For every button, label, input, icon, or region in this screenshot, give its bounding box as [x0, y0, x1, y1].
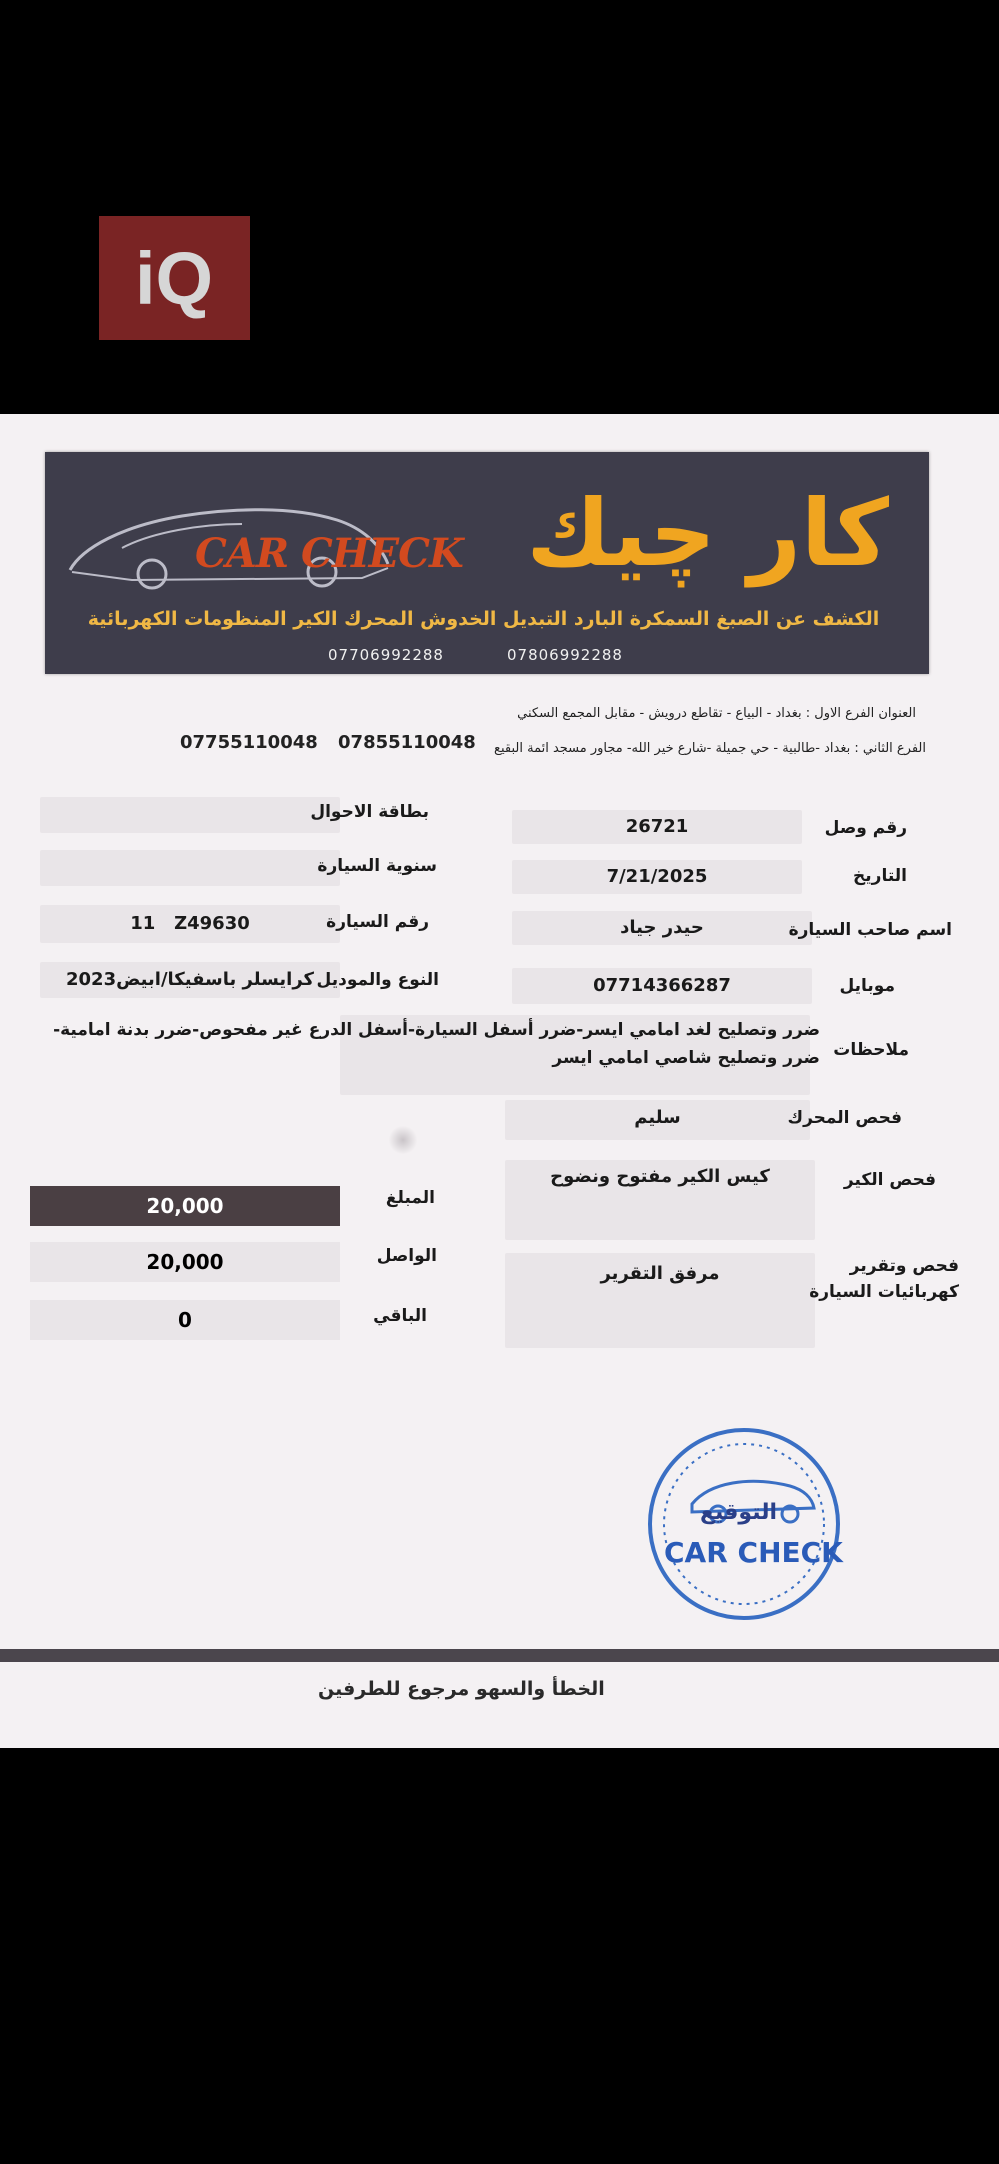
branch-2-address: الفرع الثاني : بغداد -طالبية - حي جميلة -شارع خير الله- مجاور مسجد ائمة البقيع: [494, 741, 926, 756]
amount-label: المبلغ: [385, 1188, 435, 1208]
amount-field: [30, 1186, 340, 1226]
gear-value: كيس الكير مفتوح ونضوح: [550, 1166, 770, 1187]
model-label: النوع والموديل: [316, 970, 439, 990]
mobile-label: موبايل: [839, 976, 895, 996]
plate-label: رقم السيارة: [326, 912, 429, 932]
remaining-value: 0: [178, 1308, 192, 1332]
iq-logo-mark: [99, 216, 250, 340]
remaining-field: [30, 1300, 340, 1340]
mobile-value: 07714366287: [593, 975, 731, 996]
smudge-mark: [388, 1126, 418, 1154]
plate-field: [40, 905, 340, 943]
engine-field: [505, 1100, 810, 1140]
header-phone-2: 07806992288: [507, 646, 623, 664]
plate-value: 11 Z49630: [130, 913, 250, 934]
id-card-label: بطاقة الاحوال: [310, 802, 429, 822]
footer-divider: [0, 1649, 999, 1662]
owner-label: اسم صاحب السيارة: [788, 920, 952, 940]
iq-logo: [99, 216, 250, 340]
notes-label: ملاحظات: [833, 1040, 909, 1060]
mobile-field: [512, 968, 812, 1004]
footer-disclaimer: الخطأ والسهو مرجوع للطرفين: [318, 1678, 605, 1700]
services-list: الكشف عن الصبغ السمكرة البارد التبديل الخدوش المحرك الكير المنظومات الكهربائية: [87, 608, 880, 630]
model-field: [40, 962, 340, 998]
annual-label: سنوية السيارة: [317, 856, 437, 876]
gear-field: [505, 1160, 815, 1240]
receipt-no-label: رقم وصل: [824, 818, 907, 838]
receipt-no-value: 26721: [625, 816, 689, 837]
branch-phones: 07755110048 07855110048: [180, 732, 476, 753]
gear-label: فحص الكير: [843, 1170, 936, 1190]
remaining-label: الباقي: [373, 1306, 427, 1326]
model-value: كرايسلر باسفيكا/ابيض2023: [66, 969, 314, 990]
date-label: التاريخ: [853, 866, 907, 886]
paid-value: 20,000: [146, 1250, 224, 1274]
engine-value: سليم: [634, 1107, 681, 1128]
receipt-no-field: [512, 810, 802, 844]
branch-1-address: العنوان الفرع الاول : بغداد - البياع - تقاطع درويش - مقابل المجمع السكني: [517, 706, 916, 721]
brand-arabic: كار چيك: [526, 480, 889, 587]
owner-field: [512, 911, 812, 945]
id-card-field: [40, 797, 340, 833]
annual-field: [40, 850, 340, 886]
notes-value: ضرر وتصليح لغد امامي ايسر-ضرر أسفل السيارة-أسفل الدرع غير مفحوص-ضرر بدنة امامية-ضرر وتصليح شاصي امامي ايسر: [53, 1020, 820, 1068]
header-phone-1: 07706992288: [328, 646, 444, 664]
amount-value: 20,000: [146, 1194, 224, 1218]
iq-logo-text: iQ: [134, 237, 214, 320]
engine-label: فحص المحرك: [787, 1108, 902, 1128]
electrical-value: مرفق التقرير: [600, 1263, 720, 1284]
paid-field: [30, 1242, 340, 1282]
date-value: 7/21/2025: [606, 866, 708, 887]
brand-english: CAR CHECK: [195, 530, 463, 577]
stamp-signature: التوقيع: [700, 1500, 777, 1525]
date-field: [512, 860, 802, 894]
electrical-label-2: كهربائيات السيارة: [809, 1282, 959, 1302]
stamp-text: CAR CHECK: [664, 1536, 843, 1569]
paid-label: الواصل: [376, 1246, 437, 1266]
electrical-field: [505, 1253, 815, 1348]
owner-value: حيدر جياد: [620, 917, 704, 938]
electrical-label-1: فحص وتقرير: [849, 1256, 959, 1276]
